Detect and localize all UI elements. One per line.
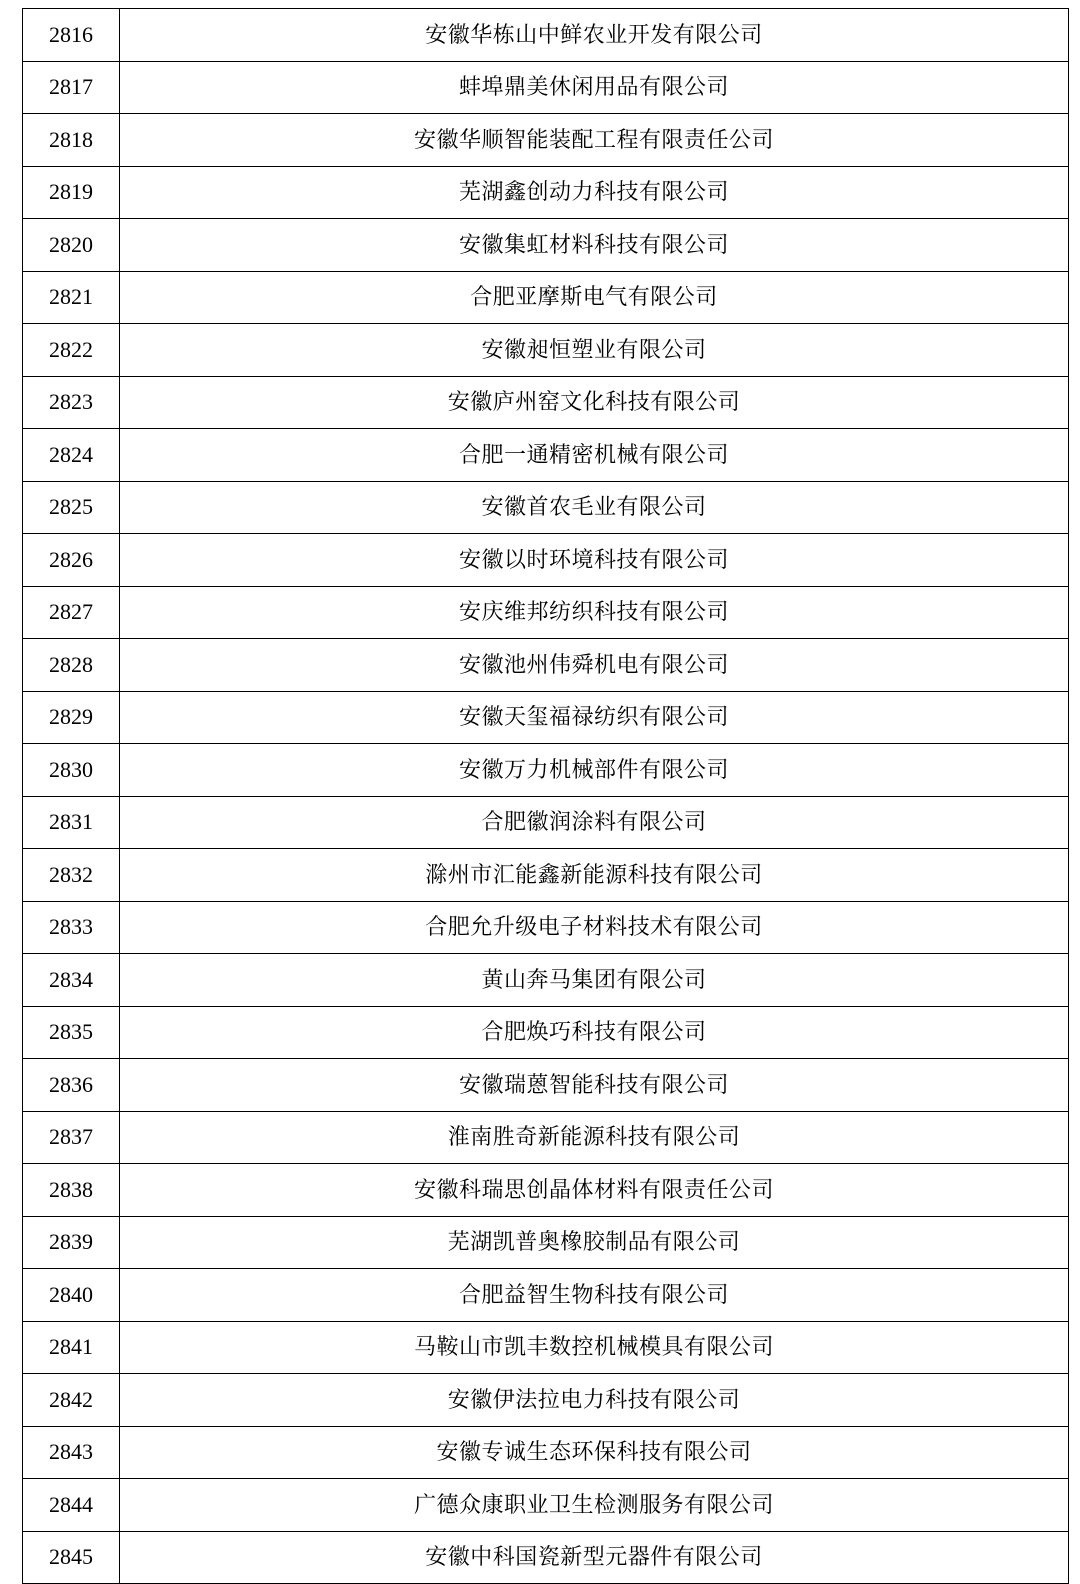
table-row — [23, 114, 1069, 167]
company-name-cell: 安徽昶恒塑业有限公司 — [120, 324, 1069, 377]
table-row — [23, 1111, 1069, 1164]
row-index-cell: 2820 — [23, 219, 120, 272]
table-row — [23, 1059, 1069, 1112]
company-name-cell: 合肥焕巧科技有限公司 — [120, 1006, 1069, 1059]
company-name-cell: 安徽池州伟舜机电有限公司 — [120, 639, 1069, 692]
company-name-cell: 合肥一通精密机械有限公司 — [120, 429, 1069, 482]
table-row — [23, 9, 1069, 62]
row-index-cell: 2841 — [23, 1321, 120, 1374]
table-row — [23, 1531, 1069, 1584]
company-name-cell: 安徽专诚生态环保科技有限公司 — [120, 1426, 1069, 1479]
table-row — [23, 1006, 1069, 1059]
table-row — [23, 1216, 1069, 1269]
table-row — [23, 376, 1069, 429]
table-row — [23, 954, 1069, 1007]
row-index-cell: 2845 — [23, 1531, 120, 1584]
table-row — [23, 61, 1069, 114]
company-name-cell: 安徽万力机械部件有限公司 — [120, 744, 1069, 797]
row-index-cell: 2839 — [23, 1216, 120, 1269]
table-row — [23, 1164, 1069, 1217]
table-body — [23, 9, 1069, 1584]
table-row — [23, 1269, 1069, 1322]
row-index-cell: 2821 — [23, 271, 120, 324]
table-row — [23, 1479, 1069, 1532]
table-row — [23, 796, 1069, 849]
company-name-cell: 安庆维邦纺织科技有限公司 — [120, 586, 1069, 639]
table-row — [23, 1321, 1069, 1374]
table-row — [23, 639, 1069, 692]
company-name-cell: 安徽集虹材料科技有限公司 — [120, 219, 1069, 272]
row-index-cell: 2819 — [23, 166, 120, 219]
company-name-cell: 蚌埠鼎美休闲用品有限公司 — [120, 61, 1069, 114]
row-index-cell: 2843 — [23, 1426, 120, 1479]
company-name-cell: 芜湖鑫创动力科技有限公司 — [120, 166, 1069, 219]
row-index-cell: 2834 — [23, 954, 120, 1007]
company-name-cell: 安徽伊法拉电力科技有限公司 — [120, 1374, 1069, 1427]
table-row — [23, 1426, 1069, 1479]
row-index-cell: 2836 — [23, 1059, 120, 1112]
row-index-cell: 2831 — [23, 796, 120, 849]
row-index-cell: 2835 — [23, 1006, 120, 1059]
table-row — [23, 1374, 1069, 1427]
company-name-cell: 安徽天玺福禄纺织有限公司 — [120, 691, 1069, 744]
table-row — [23, 901, 1069, 954]
company-name-cell: 安徽科瑞思创晶体材料有限责任公司 — [120, 1164, 1069, 1217]
row-index-cell: 2818 — [23, 114, 120, 167]
row-index-cell: 2837 — [23, 1111, 120, 1164]
row-index-cell: 2844 — [23, 1479, 120, 1532]
table-row — [23, 849, 1069, 902]
company-name-cell: 安徽中科国瓷新型元器件有限公司 — [120, 1531, 1069, 1584]
company-name-cell: 合肥允升级电子材料技术有限公司 — [120, 901, 1069, 954]
row-index-cell: 2824 — [23, 429, 120, 482]
document-page — [0, 8, 1080, 1570]
company-list-table — [22, 8, 1069, 1584]
company-name-cell: 合肥益智生物科技有限公司 — [120, 1269, 1069, 1322]
table-row — [23, 219, 1069, 272]
row-index-cell: 2838 — [23, 1164, 120, 1217]
row-index-cell: 2822 — [23, 324, 120, 377]
row-index-cell: 2833 — [23, 901, 120, 954]
row-index-cell: 2840 — [23, 1269, 120, 1322]
row-index-cell: 2827 — [23, 586, 120, 639]
company-name-cell: 合肥徽润涂料有限公司 — [120, 796, 1069, 849]
row-index-cell: 2826 — [23, 534, 120, 587]
table-row — [23, 691, 1069, 744]
row-index-cell: 2828 — [23, 639, 120, 692]
row-index-cell: 2829 — [23, 691, 120, 744]
company-name-cell: 广德众康职业卫生检测服务有限公司 — [120, 1479, 1069, 1532]
row-index-cell: 2825 — [23, 481, 120, 534]
row-index-cell: 2842 — [23, 1374, 120, 1427]
row-index-cell: 2823 — [23, 376, 120, 429]
company-name-cell: 淮南胜奇新能源科技有限公司 — [120, 1111, 1069, 1164]
company-name-cell: 安徽以时环境科技有限公司 — [120, 534, 1069, 587]
company-name-cell: 安徽庐州窑文化科技有限公司 — [120, 376, 1069, 429]
table-row — [23, 534, 1069, 587]
table-row — [23, 586, 1069, 639]
company-name-cell: 滁州市汇能鑫新能源科技有限公司 — [120, 849, 1069, 902]
company-name-cell: 芜湖凯普奥橡胶制品有限公司 — [120, 1216, 1069, 1269]
company-name-cell: 马鞍山市凯丰数控机械模具有限公司 — [120, 1321, 1069, 1374]
company-name-cell: 黄山奔马集团有限公司 — [120, 954, 1069, 1007]
table-row — [23, 166, 1069, 219]
row-index-cell: 2817 — [23, 61, 120, 114]
table-row — [23, 271, 1069, 324]
company-name-cell: 安徽华顺智能装配工程有限责任公司 — [120, 114, 1069, 167]
table-row — [23, 481, 1069, 534]
table-row — [23, 429, 1069, 482]
row-index-cell: 2830 — [23, 744, 120, 797]
company-name-cell: 安徽首农毛业有限公司 — [120, 481, 1069, 534]
table-row — [23, 324, 1069, 377]
company-name-cell: 安徽华栋山中鲜农业开发有限公司 — [120, 9, 1069, 62]
company-name-cell: 合肥亚摩斯电气有限公司 — [120, 271, 1069, 324]
table-row — [23, 744, 1069, 797]
company-name-cell: 安徽瑞蒽智能科技有限公司 — [120, 1059, 1069, 1112]
row-index-cell: 2816 — [23, 9, 120, 62]
row-index-cell: 2832 — [23, 849, 120, 902]
